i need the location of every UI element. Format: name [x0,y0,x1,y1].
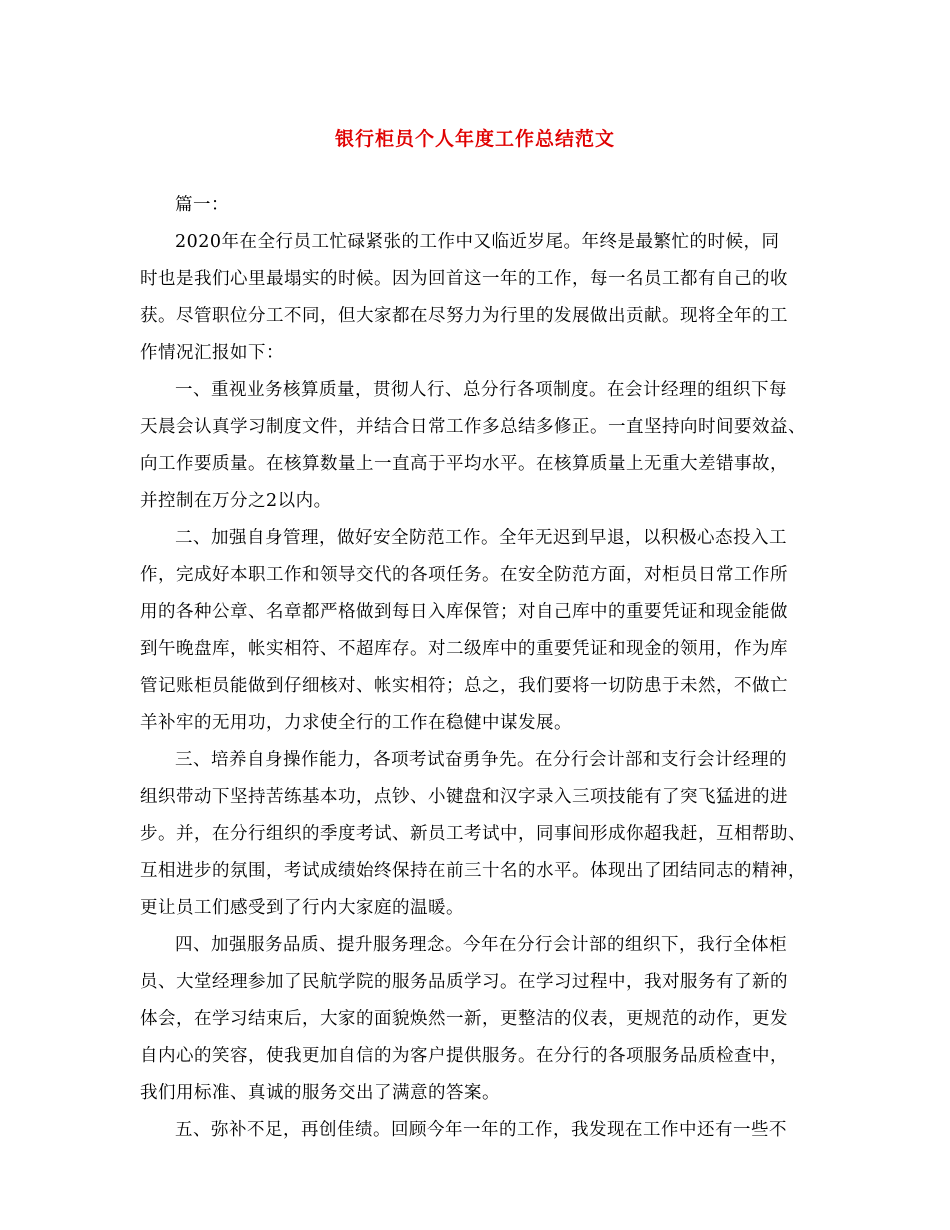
paragraph-line: 三、培养自身操作能力，各项考试奋勇争先。在分行会计部和支行会计经理的 [175,750,787,770]
paragraph-line: 我们用标准、真诚的服务交出了满意的答案。 [140,1083,500,1103]
paragraph-line: 员、大堂经理参加了民航学院的服务品质学习。在学习过程中，我对服务有了新的 [140,972,788,992]
paragraph-line: 管记账柜员能做到仔细核对、帐实相符；总之，我们要将一切防患于未然，不做亡 [140,676,788,696]
paragraph-line: 天晨会认真学习制度文件，并结合日常工作多总结多修正。一直坚持向时间要效益、 [140,417,806,437]
paragraph-line: 篇一： [175,195,229,215]
paragraph-line: 二、加强自身管理，做好安全防范工作。全年无迟到早退，以积极心态投入工 [175,528,787,548]
paragraph-line: 并控制在万分之2以内。 [140,491,332,511]
paragraph-line: 作情况汇报如下： [140,343,284,363]
paragraph-line: 到午晚盘库，帐实相符、不超库存。对二级库中的重要凭证和现金的领用，作为库 [140,639,788,659]
document-title: 银行柜员个人年度工作总结范文 [334,128,615,150]
paragraph-line: 体会，在学习结束后，大家的面貌焕然一新，更整洁的仪表，更规范的动作，更发 [140,1009,788,1029]
paragraph-line: 五、弥补不足，再创佳绩。回顾今年一年的工作，我发现在工作中还有一些不 [175,1120,787,1140]
paragraph-line: 向工作要质量。在核算数量上一直高于平均水平。在核算质量上无重大差错事故， [140,454,788,474]
paragraph-line: 自内心的笑容，使我更加自信的为客户提供服务。在分行的各项服务品质检查中， [140,1046,788,1066]
paragraph-line: 一、重视业务核算质量，贯彻人行、总分行各项制度。在会计经理的组织下每 [175,380,787,400]
paragraph-line: 获。尽管职位分工不同，但大家都在尽努力为行里的发展做出贡献。现将全年的工 [140,306,788,326]
paragraph-line: 时也是我们心里最塌实的时候。因为回首这一年的工作，每一名员工都有自己的收 [140,269,788,289]
paragraph-line: 羊补牢的无用功，力求使全行的工作在稳健中谋发展。 [140,713,572,733]
paragraph-line: 用的各种公章、名章都严格做到每日入库保管；对自己库中的重要凭证和现金能做 [140,602,788,622]
paragraph-line: 组织带动下坚持苦练基本功，点钞、小键盘和汉字录入三项技能有了突飞猛进的进 [140,787,788,807]
paragraph-line: 步。并，在分行组织的季度考试、新员工考试中，同事间形成你超我赶，互相帮助、 [140,824,806,844]
paragraph-line: 2020年在全行员工忙碌紧张的工作中又临近岁尾。年终是最繁忙的时候，同 [175,232,780,252]
paragraph-line: 作，完成好本职工作和领导交代的各项任务。在安全防范方面，对柜员日常工作所 [140,565,788,585]
paragraph-line: 四、加强服务品质、提升服务理念。今年在分行会计部的组织下，我行全体柜 [175,935,787,955]
paragraph-line: 互相进步的氛围，考试成绩始终保持在前三十名的水平。体现出了团结同志的精神， [140,861,806,881]
paragraph-line: 更让员工们感受到了行内大家庭的温暖。 [140,898,464,918]
